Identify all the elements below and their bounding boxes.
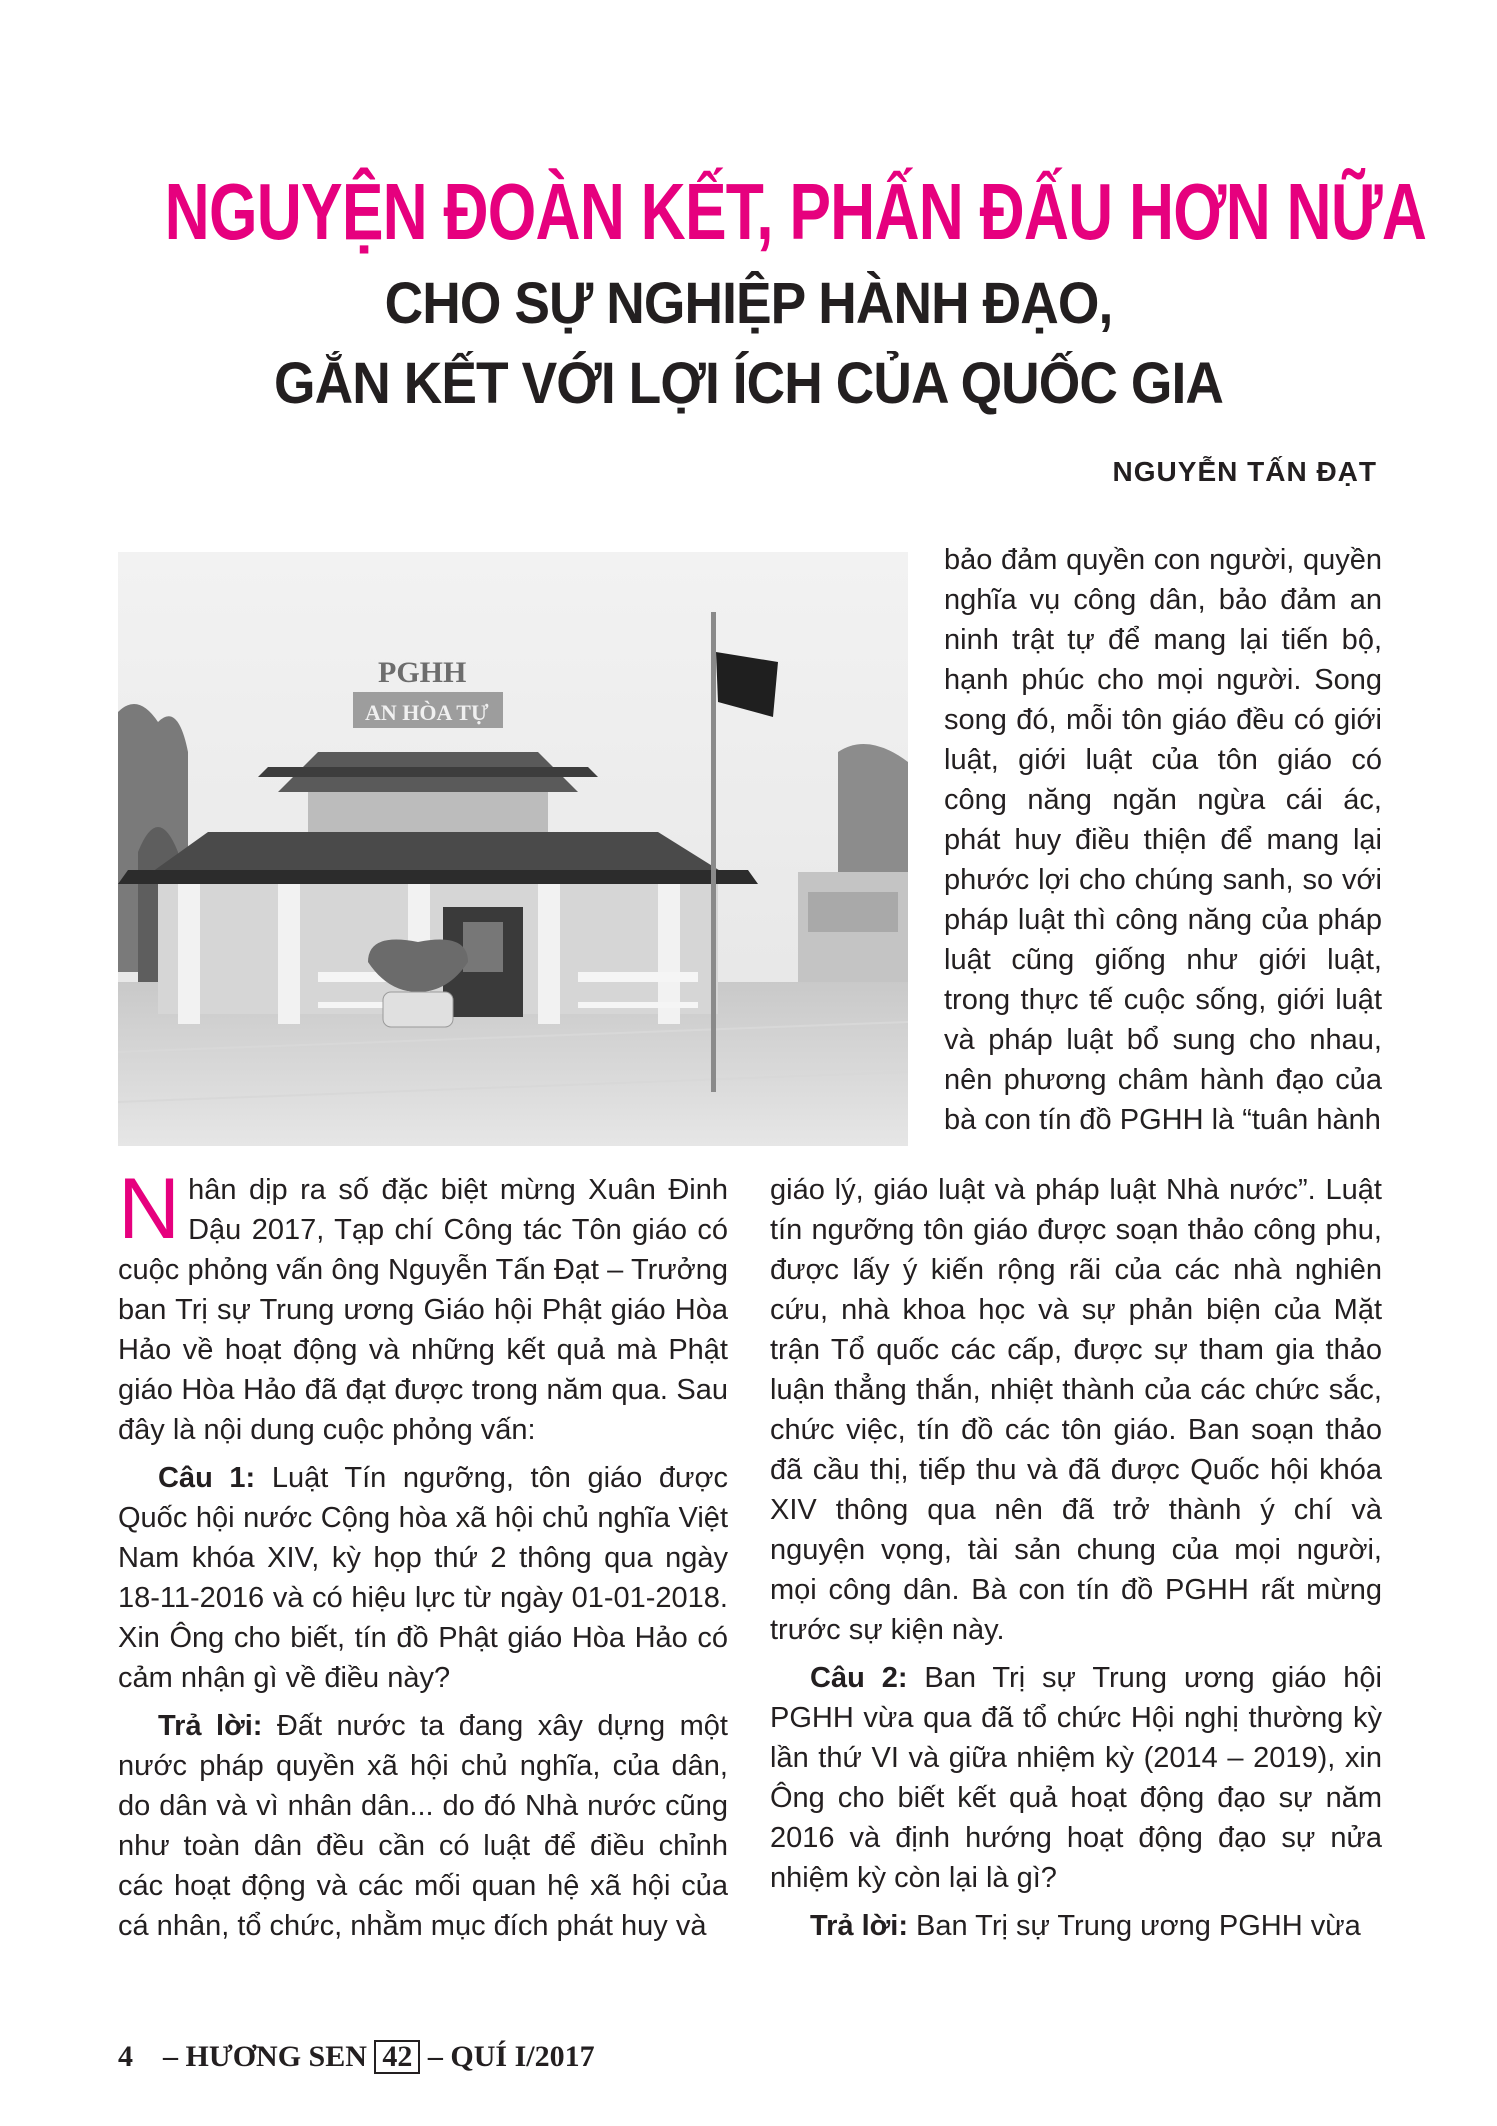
title-line-2: CHO SỰ NGHIỆP HÀNH ĐẠO, bbox=[384, 271, 1113, 336]
issue-period: – QUÍ I/2017 bbox=[427, 2040, 595, 2073]
title-line-3: GẮN KẾT VỚI LỢI ÍCH CỦA QUỐC GIA bbox=[274, 351, 1223, 416]
sign-top: PGHH bbox=[378, 656, 467, 689]
answer-1-label: Trả lời: bbox=[158, 1710, 263, 1742]
author-byline: NGUYỄN TẤN ĐẠT bbox=[1112, 456, 1377, 487]
drop-cap: N bbox=[118, 1161, 181, 1257]
question-1-text: Luật Tín ngưỡng, tôn giáo được Quốc hội nước Cộng hòa xã hội chủ nghĩa Việt Nam khóa XIV, kỳ họp thứ 2 thông qua ngày 18-11-2016 và có hiệu lực từ ngày 01-01-2018. Xin Ông cho biết, tín đồ Phật giáo Hòa Hảo có cảm nhận gì về điều này? bbox=[118, 1462, 728, 1694]
sign-bottom: AN HÒA TỰ bbox=[365, 700, 489, 725]
wrap-text-column bbox=[944, 540, 1382, 1140]
question-1-label: Câu 1: bbox=[158, 1462, 256, 1494]
issue-number: 42 bbox=[374, 2040, 420, 2074]
continuation-paragraph: giáo lý, giáo luật và pháp luật Nhà nước”. Luật tín ngưỡng tôn giáo được soạn thảo công phu, được lấy ý kiến rộng rãi của các nhà nghiên cứu, nhà khoa học và sự phản biện của Mặt trận Tổ quốc các cấp, được sự tham gia thảo luận thẳng thắn, nhiệt thành của các chức sắc, chức việc, tín đồ các tôn giáo. Ban soạn thảo đã cầu thị, tiếp thu và đã được Quốc hội khóa XIV thông qua nên đã trở thành ý chí và nguyện vọng, tài sản chung của mọi người, mọi công dân. Bà con tín đồ PGHH rất mừng trước sự kiện này. bbox=[770, 1174, 1382, 1646]
question-2-label: Câu 2: bbox=[810, 1662, 908, 1694]
right-column bbox=[770, 1170, 1382, 1946]
wrap-paragraph: bảo đảm quyền con người, quyền nghĩa vụ công dân, bảo đảm an ninh trật tự để mang lại tiến bộ, hạnh phúc cho mọi người. Song song đó, mỗi tôn giáo đều có giới luật, giới luật của tôn giáo có công năng ngăn ngừa cái ác, phát huy điều thiện để mang lại phước lợi cho chúng sanh, so với pháp luật thì công năng của pháp luật cũng giống như giới luật, trong thực tế cuộc sống, giới luật và pháp luật bổ sung cho nhau, nên phương châm hành đạo của bà con tín đồ PGHH là “tuân hành bbox=[944, 544, 1382, 1136]
intro-text: hân dịp ra số đặc biệt mừng Xuân Đinh Dậu 2017, Tạp chí Công tác Tôn giáo có cuộc phỏng vấn ông Nguyễn Tấn Đạt – Trưởng ban Trị sự Trung ương Giáo hội Phật giáo Hòa Hảo về hoạt động và những kết quả mà Phật giáo Hòa Hảo đã đạt được trong năm qua. Sau đây là nội dung cuộc phỏng vấn: bbox=[118, 1174, 728, 1446]
question-2-text: Ban Trị sự Trung ương giáo hội PGHH vừa qua đã tổ chức Hội nghị thường kỳ lần thứ VI và giữa nhiệm kỳ (2014 – 2019), xin Ông cho biết kết quả hoạt động đạo sự năm 2016 và định hướng hoạt động đạo sự nửa nhiệm kỳ còn lại là gì? bbox=[770, 1662, 1383, 1894]
answer-1-text: Đất nước ta đang xây dựng một nước pháp quyền xã hội chủ nghĩa, của dân, do dân và vì nhân dân... do đó Nhà nước cũng như toàn dân đều cần có luật để điều chỉnh các hoạt động và các mối quan hệ xã hội của cá nhân, tổ chức, nhằm mục đích phát huy và bbox=[118, 1710, 728, 1942]
answer-2 bbox=[770, 1906, 1382, 1946]
left-column bbox=[118, 1161, 728, 1946]
answer-1 bbox=[118, 1706, 728, 1946]
answer-2-text: Ban Trị sự Trung ương PGHH vừa bbox=[907, 1910, 1361, 1942]
magazine-name: – HƯƠNG SEN bbox=[163, 2040, 367, 2073]
temple-photo bbox=[118, 552, 908, 1146]
answer-2-label: Trả lời: bbox=[810, 1910, 908, 1942]
title-line-1: NGUYỆN ĐOÀN KẾT, PHẤN ĐẤU HƠN NỮA bbox=[164, 167, 1427, 256]
question-1 bbox=[118, 1458, 728, 1698]
intro-paragraph bbox=[118, 1161, 728, 1450]
page-footer bbox=[118, 2040, 595, 2074]
page-number: 4 bbox=[118, 2040, 133, 2073]
question-2 bbox=[770, 1658, 1382, 1898]
